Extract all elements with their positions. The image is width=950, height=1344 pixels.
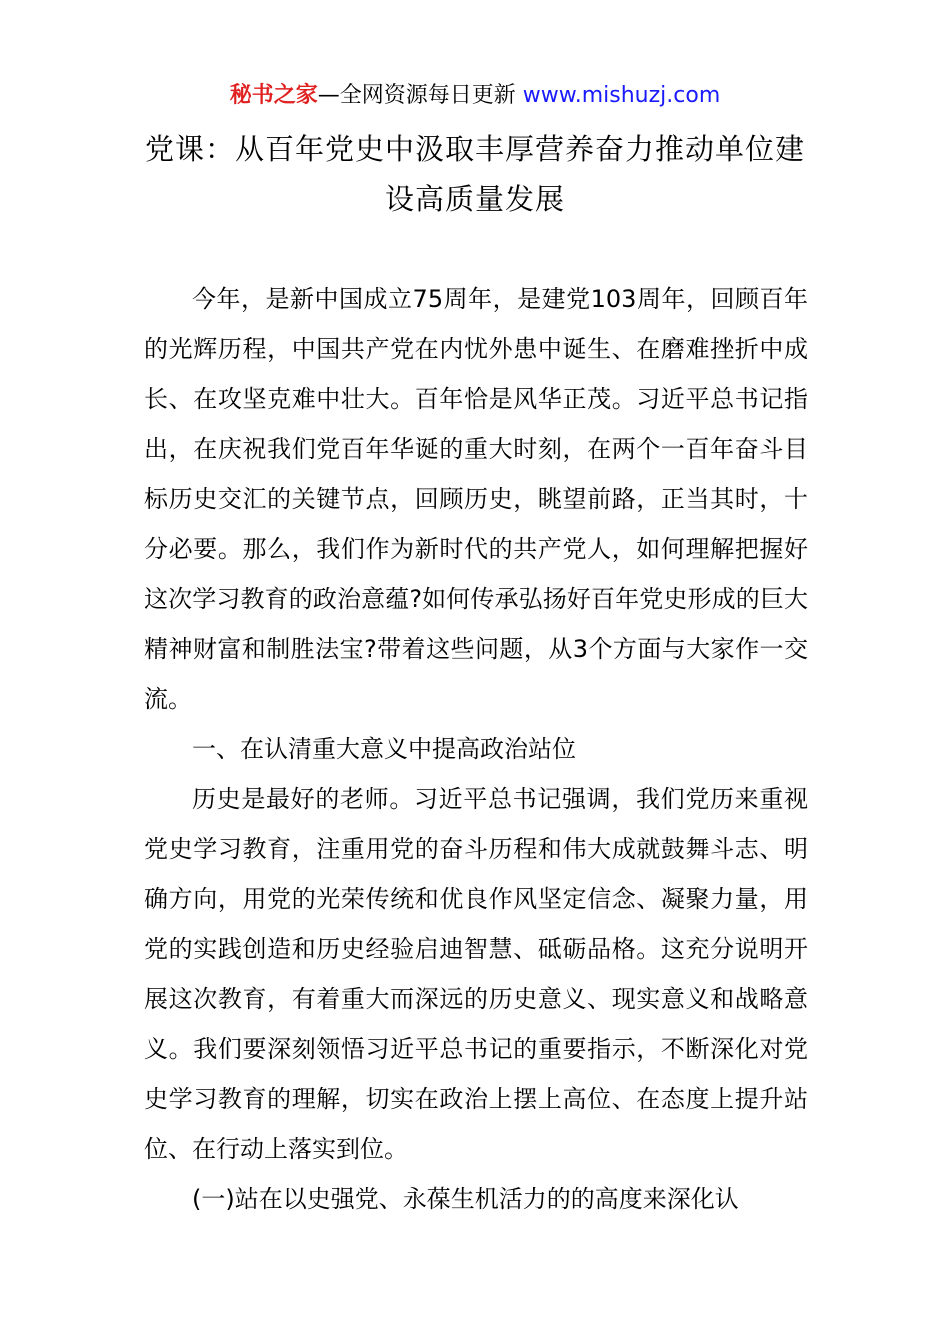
document-body xyxy=(144,274,808,1224)
site-header xyxy=(0,80,950,112)
paragraph: 历史是最好的老师。习近平总书记强调，我们党历来重视党史学习教育，注重用党的奋斗历程和伟大成就鼓舞斗志、明确方向，用党的光荣传统和优良作风坚定信念、凝聚力量，用党的实践创造和历史经验启迪智慧、砥砺品格。这充分说明开展这次教育，有着重大而深远的历史意义、现实意义和战略意义。我们要深刻领悟习近平总书记的重要指示，不断深化对党史学习教育的理解，切实在政治上摆上高位、在态度上提升站位、在行动上落实到位。 xyxy=(144,785,808,1163)
brand-name: 秘书之家 xyxy=(229,83,318,108)
subsection-heading: (一)站在以史强党、永葆生机活力的的高度来深化认 xyxy=(192,1185,739,1213)
paragraph: 今年，是新中国成立75周年，是建党103周年，回顾百年的光辉历程，中国共产党在内忧外患中诞生、在磨难挫折中成长、在攻坚克难中壮大。百年恰是风华正茂。习近平总书记指出，在庆祝我们党百年华诞的重大时刻，在两个一百年奋斗目标历史交汇的关键节点，回顾历史，眺望前路，正当其时，十分必要。那么，我们作为新时代的共产党人，如何理解把握好这次学习教育的政治意蕴?如何传承弘扬好百年党史形成的巨大精神财富和制胜法宝?带着这些问题，从3个方面与大家作一交流。 xyxy=(144,285,808,713)
site-url: www.mishuzj.com xyxy=(522,83,721,108)
document-title: 党课：从百年党史中汲取丰厚营养奋力推动单位建设高质量发展 xyxy=(144,132,805,216)
section-heading: 一、在认清重大意义中提高政治站位 xyxy=(192,735,576,763)
header-tagline: —全网资源每日更新 xyxy=(317,83,523,108)
